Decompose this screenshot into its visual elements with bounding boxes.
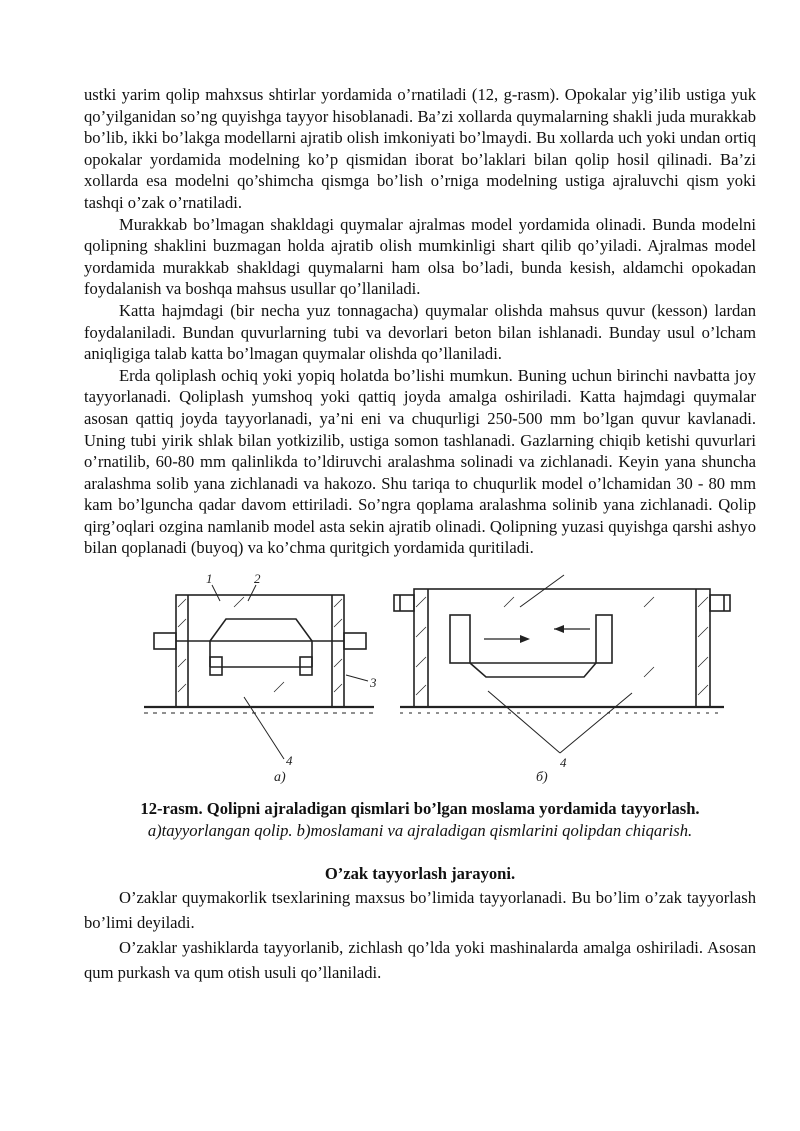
label-a: a) [274, 770, 286, 786]
figure-caption-subtitle: a)tayyorlangan qolip. b)moslamani va ajraladigan qismlarini qolipdan chiqarish. [147, 820, 693, 840]
paragraph-2: Murakkab bo’lmagan shakldagi quymalar ajralmas model yordamida olinadi. Bunda modelni qolipning shaklini buzmagan holda ajratib olish mumkinligi shart qilib qo’yiladi. Ajralmas model yordamida murakkab shakldagi quymalarni ham olsa bo’ladi, bunda kesish, aldamchi opokadan foydalanish va boshqa mahsus usullar qo’llaniladi. [84, 214, 756, 299]
section-paragraph-2: O’zaklar yashiklarda tayyorlanib, zichlash qo’lda yoki mashinalarda amalga oshiriladi. Asosan qum purkash va qum otish usuli qo’llaniladi. [84, 937, 756, 982]
paragraph-4: Erda qoliplash ochiq yoki yopiq holatda bo’lishi mumkun. Buning uchun birinchi navbatta joy tayyorlanadi. Qoliplash yumshoq yoki qattiq joyda amalga oshiriladi. Katta hajmdagi quymalar asosan qattiq joyda tayyorlanadi, ya’ni eni va chuqurligi 250-500 mm bo’lgan quvur kavlanadi. Uning tubi yirik shlak bilan yotkizilib, ustiga somon tashlanadi. Gazlarning chiqib ketishi quvurlari o’rnatilib, 60-80 mm qalinlikda to’ldiruvchi aralashma solinadi va zichlanadi. Keyin yana shuncha aralashma solib yana zichlanadi va hakozo. Shu tariqa to chuqurlik model o’lchamidan 30 - 80 mm kam bo’lguncha qadar davom ettiriladi. So’ngra qoplama aralashma solinib yana zichlanadi. Qolip qirg’oqlari ozgina namlanib model asta sekin ajratib olinadi. Qolipning yuzasi quyishga qarshi ashyo bilan qoplanadi (buyoq) va ko’chma quritgich yordamida quritiladi. [84, 365, 756, 558]
figure-a-drawing [144, 585, 374, 759]
section-title: O’zak tayyorlash jarayoni. [324, 864, 516, 884]
label-a-4: 4 [286, 753, 293, 769]
label-a-2: 2 [254, 571, 261, 587]
label-a-3: 3 [370, 675, 377, 691]
mold-diagram [84, 567, 756, 792]
paragraph-1: ustki yarim qolip mahxsus shtirlar yordamida o’rnatiladi (12, g-rasm). Opokalar yig’ilib ustiga yuk qo’yilganidan so’ng quyishga tayyor hisoblanadi. Ba’zi xollarda quymalarning shakli juda murakkab bo’lib, ikki bo’lakga modellarni ajratib olish imkoniyati bo’lmaydi. Bu xollarda uch yoki undan ortiq opokalar yordamida modelning ko’p qismidan iborat bo’laklari bilan qolip hosil qilinadi. Ba’zi xollarda esa modelni qo’shimcha qismga bo’lish o’rniga modelning ustiga ajraluvchi qism yoki tashqi o’zak o’rnatiladi. [84, 85, 756, 212]
paragraph-3: Katta hajmdagi (bir necha yuz tonnagacha) quymalar olishda mahsus quvur (kesson) lardan foydalaniladi. Bundan quvurlarning tubi va devorlari beton bilan ishlanadi. Bunday usul o’lcham aniqligiga talab katta bo’lmagan quymalar olishda qo’llaniladi. [84, 300, 756, 364]
figure-caption-title: 12-rasm. Qolipni ajraladigan qismlari bo’lgan moslama yordamida tayyorlash. [140, 799, 700, 819]
document-page [84, 84, 756, 985]
label-b-4: 4 [560, 755, 567, 771]
figure-b-drawing [394, 575, 730, 753]
label-a-1: 1 [206, 571, 213, 587]
figure-12 [84, 567, 756, 792]
section-paragraph-1: O’zaklar quymakorlik tsexlarining maxsus bo’limida tayyorlanadi. Bu bo’lim o’zak tayyorlash bo’limi deyiladi. [84, 887, 756, 932]
label-b: б) [536, 770, 548, 786]
